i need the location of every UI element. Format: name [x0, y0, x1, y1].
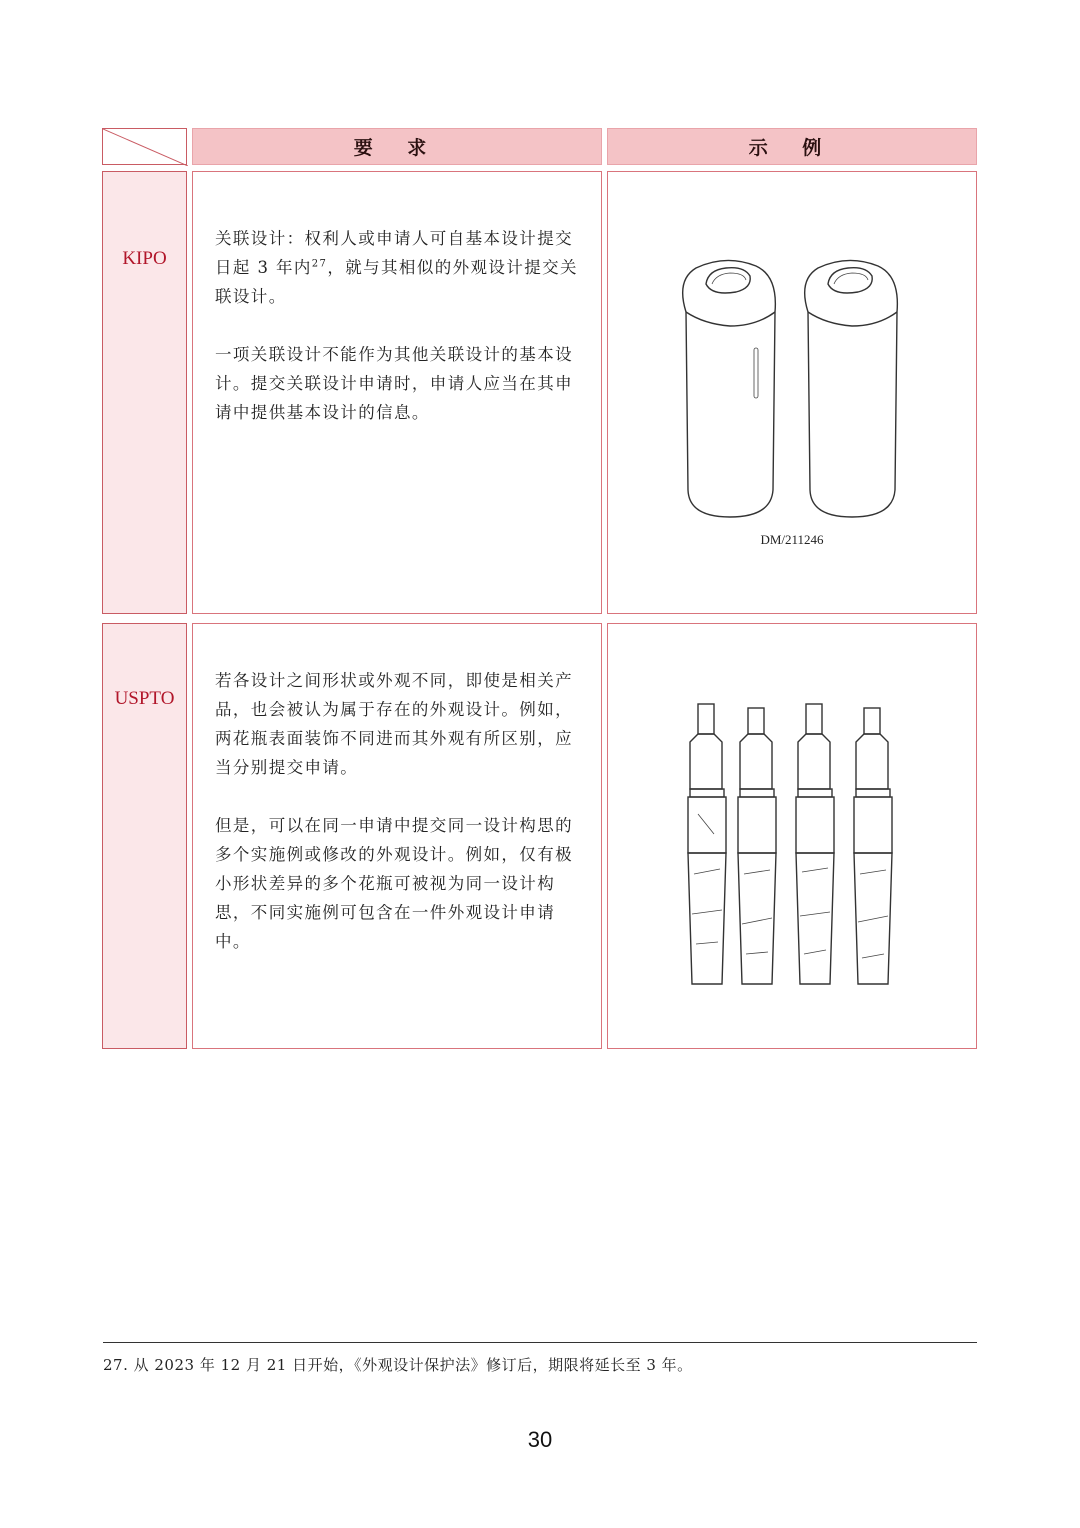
office-name: USPTO	[114, 688, 175, 709]
paragraph: 一项关联设计不能作为其他关联设计的基本设计。提交关联设计申请时，申请人应当在其申请中提供基本设计的信息。	[215, 345, 573, 422]
paragraph: 关联设计：权利人或申请人可自基本设计提交日起 3 年内$^{27}$，就与其相似的外观设计提交关联设计。	[215, 229, 578, 306]
footnote-ref: 27	[311, 258, 328, 270]
paragraph: 但是，可以在同一申请中提交同一设计构思的多个实施例或修改的外观设计。例如，仅有极小形状差异的多个花瓶可被视为同一设计构思，不同实施例可包含在一件外观设计申请中。	[215, 816, 573, 951]
requirement-cell-kipo	[192, 171, 602, 614]
requirement-cell-uspto	[192, 623, 602, 1049]
vase-3-outline	[796, 704, 834, 984]
requirement-text	[215, 224, 581, 456]
paragraph: 若各设计之间形状或外观不同，即使是相关产品，也会被认为属于存在的外观设计。例如，两花瓶表面装饰不同进而其外观有所区别，应当分别提交申请。	[215, 671, 573, 777]
requirement-text	[215, 666, 581, 985]
row-label-kipo	[102, 171, 187, 614]
vase-1-outline	[688, 704, 726, 984]
header-requirement: 要 求	[192, 128, 602, 165]
example-cell-kipo	[607, 171, 977, 614]
vase-drawings	[608, 624, 978, 1050]
footnote-text: 27. 从 2023 年 12 月 21 日开始，《外观设计保护法》修订后，期限将延长至 3 年。	[103, 1356, 693, 1374]
header-example: 示 例	[607, 128, 977, 165]
page-number: 30	[527, 1427, 553, 1452]
office-name: KIPO	[122, 248, 167, 269]
device-right-outline	[805, 260, 898, 517]
table-corner-cell	[102, 128, 187, 165]
vase-2-outline	[738, 708, 776, 984]
corner-diagonal	[103, 129, 188, 166]
example-cell-uspto	[607, 623, 977, 1049]
row-label-uspto	[102, 623, 187, 1049]
example-caption: DM/211246	[760, 532, 824, 547]
device-drawing	[608, 172, 978, 615]
device-left-outline	[683, 260, 776, 517]
vase-4-outline	[854, 708, 892, 984]
footnote-divider	[103, 1342, 977, 1343]
